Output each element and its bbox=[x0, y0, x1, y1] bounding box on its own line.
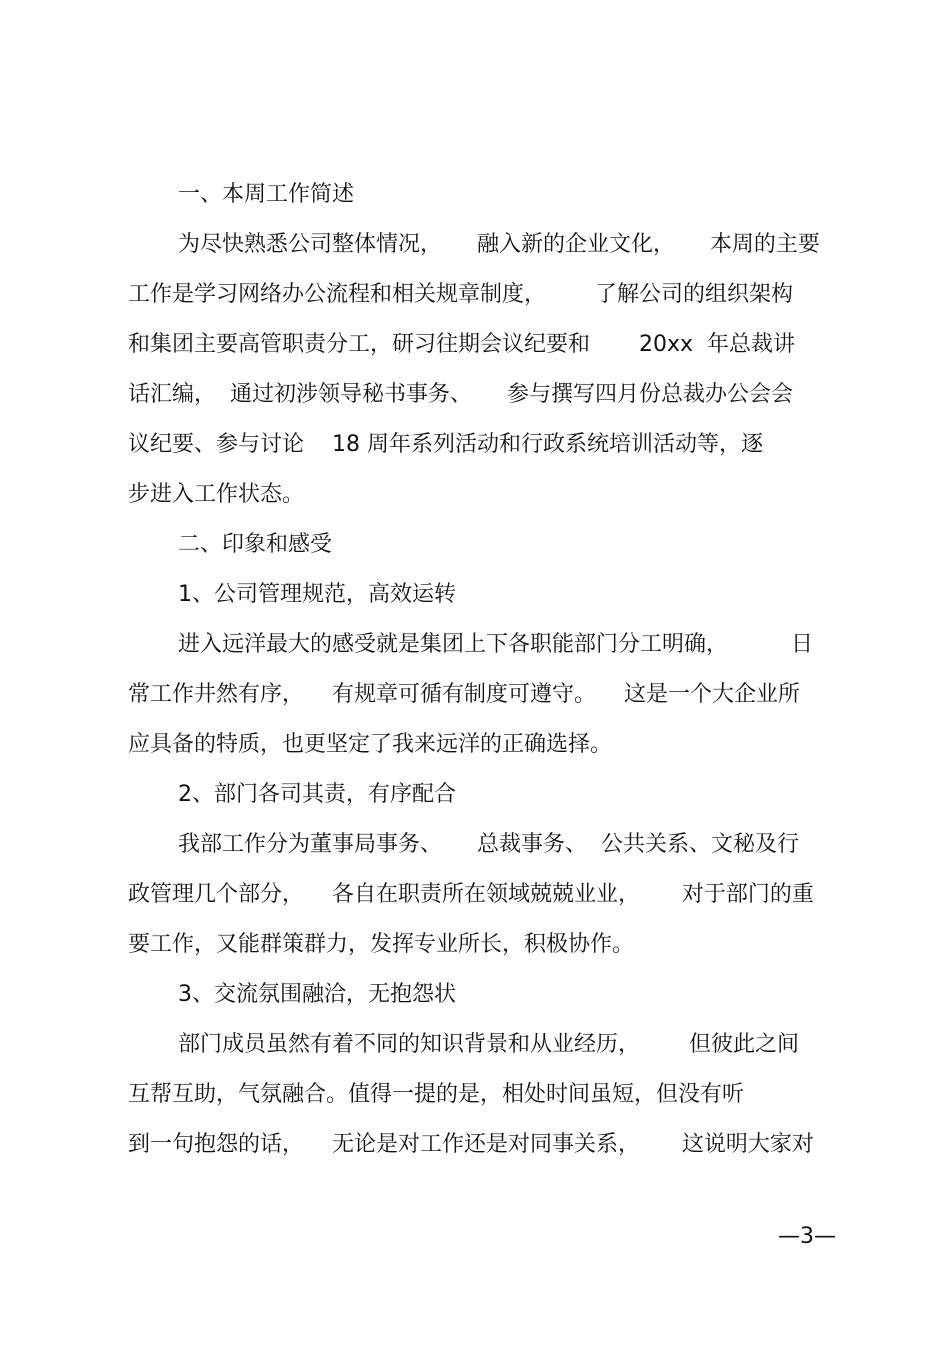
paragraph-line: 进入远洋最大的感受就是集团上下各职能部门分工明确， 日 bbox=[178, 632, 813, 657]
paragraph-line: 要工作，又能群策群力，发挥专业所长，积极协作。 bbox=[128, 932, 635, 957]
paragraph-line: 议纪要、参与讨论 18 周年系列活动和行政系统培训活动等，逐 bbox=[128, 432, 763, 457]
subheading-department: 2、部门各司其责，有序配合 bbox=[178, 782, 456, 807]
paragraph-line: 常工作井然有序， 有规章可循有制度可遵守。 这是一个大企业所 bbox=[128, 682, 800, 707]
subheading-communication: 3、交流氛围融洽，无抱怨状 bbox=[178, 982, 456, 1007]
paragraph-line: 政管理几个部分， 各自在职责所在领域兢兢业业， 对于部门的重 bbox=[128, 882, 814, 907]
subheading-management: 1、公司管理规范，高效运转 bbox=[178, 582, 456, 607]
section-heading-impressions: 二、印象和感受 bbox=[178, 532, 333, 557]
paragraph-line: 应具备的特质，也更坚定了我来远洋的正确选择。 bbox=[128, 732, 613, 757]
paragraph-line: 我部工作分为董事局事务、 总裁事务、 公共关系、文秘及行 bbox=[178, 832, 799, 857]
paragraph-line: 和集团主要高管职责分工，研习往期会议纪要和 20xx 年总裁讲 bbox=[128, 332, 795, 357]
paragraph-line: 部门成员虽然有着不同的知识背景和从业经历， 但彼此之间 bbox=[178, 1032, 799, 1057]
paragraph-line: 到一句抱怨的话， 无论是对工作还是对同事关系， 这说明大家对 bbox=[128, 1132, 814, 1157]
paragraph-line: 话汇编， 通过初涉领导秘书事务、 参与撰写四月份总裁办公会会 bbox=[128, 382, 793, 407]
paragraph-line: 互帮互助，气氛融合。值得一提的是，相处时间虽短，但没有听 bbox=[128, 1082, 745, 1107]
paragraph-line: 步进入工作状态。 bbox=[128, 482, 305, 507]
section-heading-weekly-summary: 一、本周工作简述 bbox=[178, 182, 355, 207]
page-number: —3— bbox=[778, 1224, 836, 1249]
paragraph-line: 工作是学习网络办公流程和相关规章制度， 了解公司的组织架构 bbox=[128, 282, 793, 307]
paragraph-line: 为尽快熟悉公司整体情况， 融入新的企业文化， 本周的主要 bbox=[178, 232, 820, 257]
